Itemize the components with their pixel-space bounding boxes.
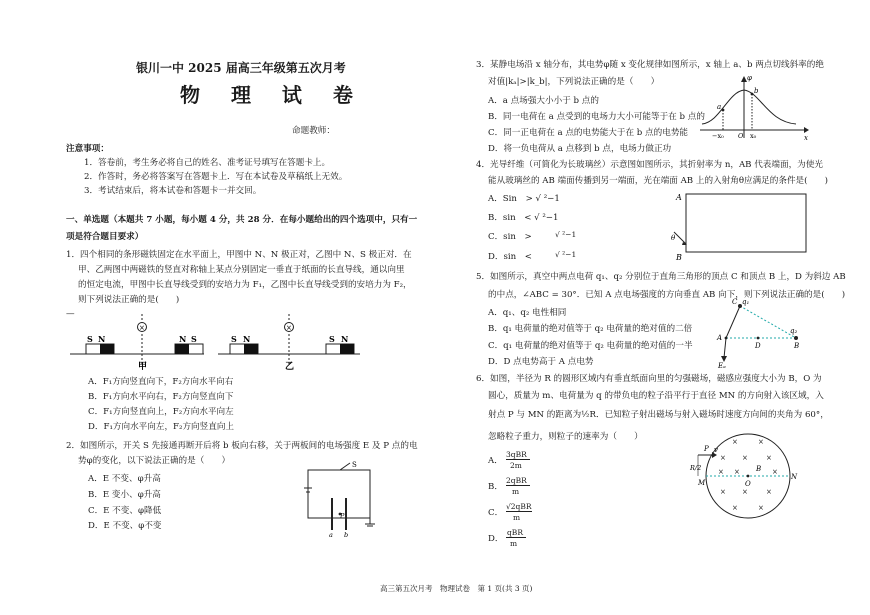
q1-option: D．F₁方向水平向左，F₂方向竖直向上	[88, 422, 235, 432]
end-b-label: B	[676, 253, 682, 262]
end-a-label: A	[676, 193, 682, 202]
q3-figure	[700, 76, 810, 142]
o-label: O	[738, 132, 744, 140]
subject-title: 物 理 试 卷	[180, 83, 365, 107]
note-item: 1．答卷前，考生务必将自己的姓名、准考证号填写在答题卡上。	[84, 158, 331, 168]
x0-label: x₀	[750, 132, 757, 140]
b-label: b	[754, 87, 759, 95]
n-label: N	[791, 473, 798, 481]
q1-label: q₁	[742, 298, 750, 306]
q6-stem: 圆心，质量为 m、电荷量为 q 的带负电的粒子沿平行于直径 MN 的方向射入该区域，入	[488, 391, 824, 401]
magnet-label: N	[243, 334, 251, 344]
cross-icon: ×	[139, 324, 145, 332]
q1-dash: —	[66, 309, 75, 319]
q3-option: C．同一正电荷在 a 点的电势能大于在 b 点的电势能	[488, 128, 689, 138]
figure-label-yi: 乙	[285, 362, 295, 372]
q2-stem: 2．如图所示，开关 S 先接通再断开后将 b 板向右移，关于两板间的电场强度 E 及 P 点的电	[66, 441, 418, 451]
cross-icon: ×	[732, 504, 738, 512]
q1-option: B．F₁方向水平向右，F₂方向竖直向下	[88, 392, 234, 402]
q4-option: A．Sin > √ ²−1	[488, 194, 560, 204]
q5-option: B．q₁ 电荷量的绝对值等于 q₂ 电荷量的绝对值的二倍	[488, 324, 693, 334]
cross-icon: ×	[732, 438, 738, 446]
a-label: a	[717, 103, 722, 111]
cross-icon: ×	[734, 468, 740, 476]
m-label: M	[698, 479, 706, 487]
q3-stem: 3．某静电场沿 x 轴分布，其电势φ随 x 变化规律如图所示，x 轴上 a、b 两点切线斜率的绝	[476, 60, 824, 70]
cross-icon: ×	[758, 438, 764, 446]
q1-stem: 1．四个相同的条形磁铁固定在水平面上，甲图中 N、N 极正对，乙图中 N、S 极正对．在	[66, 250, 412, 260]
q6-frac-num: qBR	[507, 528, 523, 537]
r-half-label: R/2	[690, 464, 702, 472]
q2-option: B．E 变小、φ升高	[88, 490, 161, 500]
o-label: O	[745, 480, 751, 488]
v-label: v	[714, 446, 718, 454]
q2-stem: 势φ的变化，以下说法正确的是（ ）	[78, 456, 231, 466]
cross-icon: ×	[720, 454, 726, 462]
plate-b: b	[344, 531, 349, 539]
cross-icon: ×	[766, 488, 772, 496]
switch-label: S	[352, 461, 357, 469]
q5-option: D．D 点电势高于 A 点电势	[488, 357, 594, 367]
author-label: 命题教师：	[292, 126, 335, 136]
a-label: A	[717, 334, 723, 342]
q6-stem: 忽略粒子重力，则粒子的速率为（ ）	[488, 432, 643, 442]
q4-option: B．sin < √ ²−1	[488, 213, 559, 223]
c-label: C	[732, 298, 738, 306]
q6-option: D．	[488, 534, 504, 544]
q6-frac-num: 2qBR	[506, 476, 527, 485]
p-label: P	[704, 445, 709, 453]
section-heading: 一、单选题（本题共 7 小题，每小题 4 分，共 28 分．在每小题给出的四个选项中，只有一	[66, 215, 418, 225]
q6-option: A．	[488, 456, 503, 466]
d-label: D	[755, 342, 761, 350]
q4-figure	[670, 190, 810, 262]
cross-icon: ×	[742, 488, 748, 496]
q6-frac-num: √2qBR	[506, 502, 532, 511]
magnet-label: N	[341, 334, 349, 344]
school-title: 银川一中 2025 届高三年级第五次月考	[136, 61, 346, 75]
q4-option: C．sin >	[488, 232, 532, 242]
point-p: P	[340, 512, 345, 520]
phi-label: φ	[747, 74, 752, 82]
q6-option: B．	[488, 482, 503, 492]
magnet-label: S	[191, 334, 197, 344]
field-ea-label: Eₐ	[718, 362, 726, 370]
q6-frac-num: 3qBR	[506, 450, 527, 459]
q6-frac-den: m	[512, 487, 520, 496]
q2-option: C．E 不变、φ降低	[88, 506, 162, 516]
note-item: 2．作答时，务必将答案写在答题卡上．写在本试卷及草稿纸上无效。	[84, 172, 348, 182]
cross-icon: ×	[742, 454, 748, 462]
q6-stem: 6．如图，半径为 R 的圆形区域内有垂直纸面向里的匀强磁场，磁感应强度大小为 B，O 为	[476, 374, 822, 384]
q2-figure	[300, 458, 385, 538]
q4-option-c-root: √ ²−1	[555, 230, 577, 239]
q3-option: D．将一负电荷从 a 点移到 b 点，电场力做正功	[488, 144, 672, 154]
q1-option: C．F₁方向竖直向上，F₂方向水平向左	[88, 407, 234, 417]
section-heading-cont: 项是符合题目要求）	[66, 232, 144, 242]
q6-frac-den: 2m	[510, 461, 522, 470]
notes-heading: 注意事项：	[66, 144, 109, 154]
theta-label: θ	[671, 234, 676, 242]
x-label: x	[804, 134, 808, 142]
cross-icon: ×	[286, 324, 292, 332]
q3-stem: 对值|kₐ|>|k_b|，下列说法正确的是（ ）	[488, 77, 660, 87]
page-footer: 高三第五次月考 物理试卷 第 1 页(共 3 页)	[380, 584, 533, 593]
q4-option-d-root: √ ²−1	[555, 250, 577, 259]
q1-stem: 则下列说法正确的是( )	[78, 295, 180, 305]
note-item: 3．考试结束后，将本试卷和答题卡一并交回。	[84, 186, 262, 196]
magnet-label: N	[98, 334, 106, 344]
magnet-label: S	[87, 334, 93, 344]
figure-label-jia: 甲	[138, 362, 148, 372]
q5-stem: 5．如图所示，真空中两点电荷 q₁、q₂ 分别位于直角三角形的顶点 C 和顶点 B 上，D 为斜边 AB	[476, 272, 846, 282]
q4-option: D．sin <	[488, 252, 532, 262]
cross-icon: ×	[720, 488, 726, 496]
q6-stem: 射点 P 与 MN 的距离为½R．已知粒子射出磁场与射入磁场时速度方向间的夹角为 60°，	[488, 410, 829, 420]
q5-figure	[712, 296, 804, 368]
q2-option: D．E 不变、φ不变	[88, 521, 162, 531]
q4-stem: 能从玻璃丝的 AB 端面传播到另一端面，光在端面 AB 上的入射角θ应满足的条件是( )	[488, 176, 829, 186]
cross-icon: ×	[718, 468, 724, 476]
q1-stem: 甲、乙两图中两磁铁的竖直对称轴上某点分别固定一垂直于纸面的长直导线，通以向里	[78, 265, 405, 275]
q5-stem: 的中点，∠ABC = 30°．已知 A 点电场强度的方向垂直 AB 向下，则下列说法正确的是( )	[488, 290, 846, 300]
q1-stem: 的恒定电流，甲图中长直导线受到的安培力为 F₁，乙图中长直导线受到的安培力为 F₂，	[78, 280, 412, 290]
magnet-label: S	[329, 334, 335, 344]
q3-option: A．a 点场强大小小于 b 点的	[488, 96, 599, 106]
q5-option: A．q₁、q₂ 电性相同	[488, 308, 567, 318]
q3-option: B．同一电荷在 a 点受到的电场力大小可能等于在 b 点的	[488, 112, 705, 122]
cross-icon: ×	[772, 468, 778, 476]
q6-frac-den: m	[510, 539, 518, 548]
field-b-label: B	[756, 465, 762, 473]
cross-icon: ×	[766, 454, 772, 462]
magnet-label: N	[179, 334, 187, 344]
plate-a: a	[329, 531, 333, 539]
q6-option: C．	[488, 508, 504, 518]
q1-figure	[70, 314, 370, 370]
q6-frac-den: m	[513, 513, 521, 522]
q4-stem: 4．光导纤维（可简化为长玻璃丝）示意图如图所示，其折射率为 n，AB 代表端面，为使光	[476, 160, 823, 170]
q5-option: C．q₁ 电荷量的绝对值等于 q₂ 电荷量的绝对值的一半	[488, 341, 693, 351]
q2-label: q₂	[790, 327, 798, 335]
cross-icon: ×	[758, 504, 764, 512]
neg-x0-label: −x₀	[712, 132, 724, 140]
b-label: B	[794, 342, 800, 350]
q2-option: A．E 不变、φ升高	[88, 474, 161, 484]
magnet-label: S	[231, 334, 237, 344]
q1-option: A．F₁方向竖直向下，F₂方向水平向右	[88, 377, 234, 387]
q6-figure	[690, 430, 810, 520]
